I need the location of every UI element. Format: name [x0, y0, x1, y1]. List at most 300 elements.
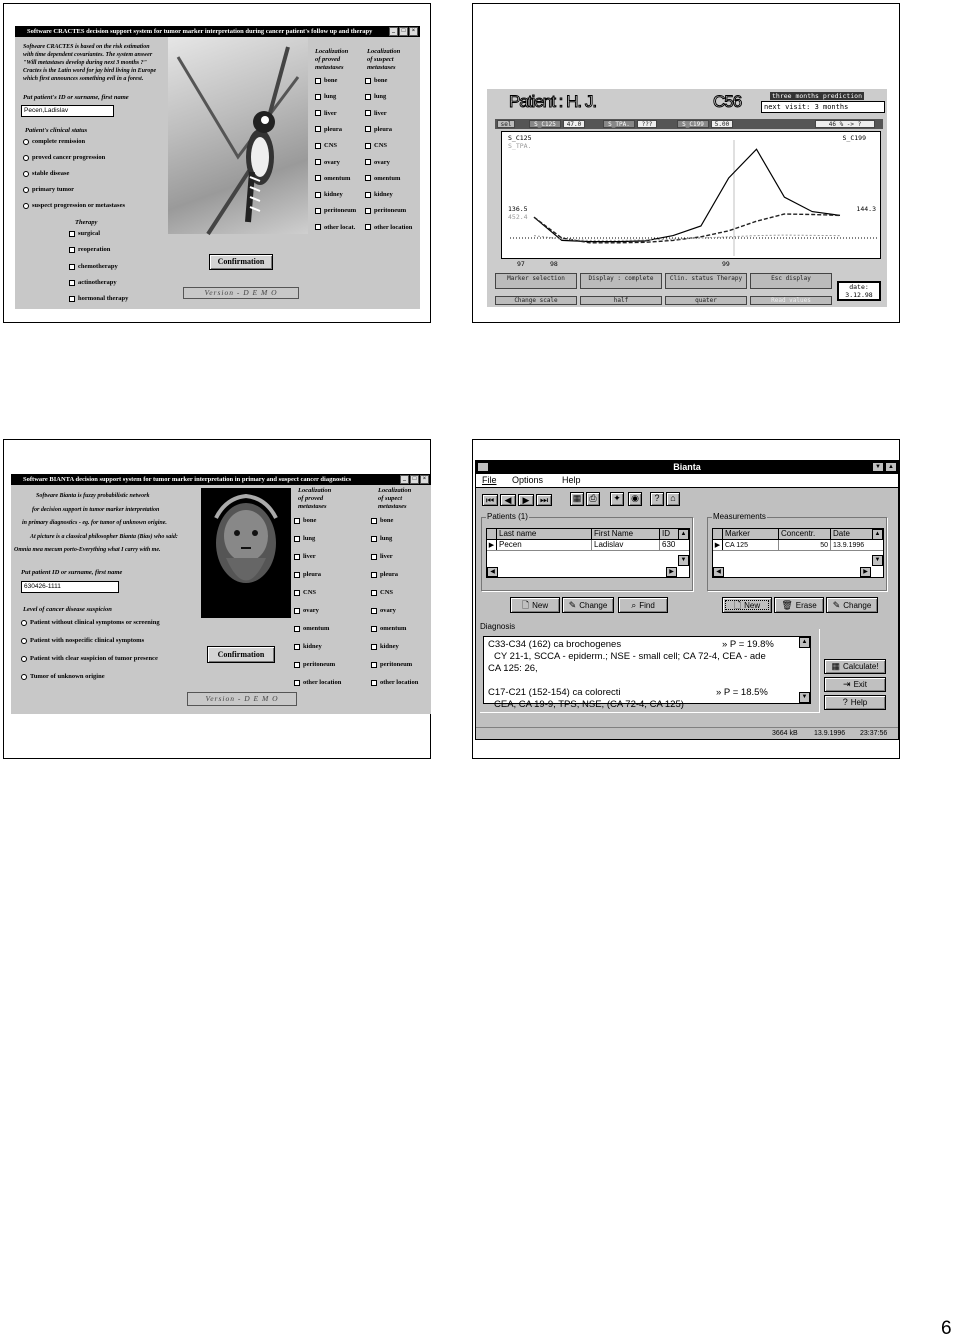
checkbox-label: lung: [374, 93, 387, 101]
checkbox-label: ovary: [380, 607, 396, 614]
button-label: Change: [843, 600, 872, 610]
trash-icon: 🗑: [781, 599, 793, 610]
bianta-window: [475, 460, 899, 740]
option-label: stable disease: [32, 170, 70, 177]
checkbox-cracles.suspect_items-8[interactable]: [365, 207, 406, 214]
checkbox-cracles.proved_items-6[interactable]: [315, 175, 350, 182]
option-label: proved cancer progression: [32, 154, 106, 161]
checkbox-label: omentum: [303, 625, 330, 632]
x-tick-99: 99: [722, 260, 730, 268]
diag-line-3: CA 125: 26,: [488, 663, 538, 674]
status-date: 13.9.1996: [814, 730, 846, 737]
status-bar: [476, 727, 898, 739]
scroll-up-icon[interactable]: ▲: [678, 529, 689, 540]
patients-group-label: Patients (1): [487, 512, 528, 521]
new-measurement-button[interactable]: [722, 597, 772, 613]
checkbox-label: ovary: [303, 607, 319, 614]
checkbox-bianta.proved_items-3[interactable]: [294, 571, 321, 578]
checkbox-cracles.suspect_items-9[interactable]: [365, 224, 412, 231]
diag-line-text: C33-C34 (162) ca brochogenes: [488, 639, 622, 650]
change-scale-button[interactable]: Change scale: [495, 296, 577, 305]
checkbox-bianta.proved_items-7[interactable]: [294, 643, 322, 650]
intro-line: At picture is a classical philosopher Bianta (Bias) who said:: [30, 533, 178, 540]
help-icon: ?: [842, 697, 848, 707]
new-document-icon: 🗋: [733, 599, 742, 610]
checkbox-label: kidney: [380, 643, 399, 650]
value-c125-start: 136.5: [508, 205, 528, 213]
first-record-icon[interactable]: ⏮: [482, 494, 498, 506]
maximize-button[interactable]: □: [410, 475, 419, 484]
legend-c199: S_C199: [842, 134, 866, 142]
option-label: complete remission: [32, 138, 86, 145]
checkbox-bianta.suspect_items-4[interactable]: [371, 589, 393, 596]
checkbox-box: [315, 224, 321, 230]
checkbox-box: [371, 644, 377, 650]
level-option-nospecific[interactable]: [21, 637, 144, 644]
checkbox-label: lung: [324, 93, 337, 101]
heading-line: Localization: [298, 487, 332, 494]
scroll-up-icon[interactable]: ▲: [872, 529, 883, 540]
checkbox-box: [365, 126, 371, 132]
marker-c125[interactable]: S_C125: [529, 120, 561, 128]
exit-icon: ⇥: [843, 679, 851, 689]
scroll-down-icon[interactable]: ▼: [799, 692, 810, 703]
intro-line: which first announces something evil in a forest.: [23, 76, 144, 82]
checkbox-label: ovary: [374, 158, 390, 166]
measurements-header-row: [713, 529, 883, 540]
globe-icon[interactable]: ◉: [628, 492, 642, 506]
scroll-right-icon[interactable]: ▶: [860, 567, 871, 577]
checkbox-cracles.proved_items-4[interactable]: [315, 142, 337, 149]
diag-line-4: [488, 687, 796, 699]
checkbox-label: other location: [380, 679, 419, 686]
slide-panel-windows: [472, 439, 900, 759]
col-header-marker: Marker: [723, 529, 779, 539]
intro-line: Omnia mea mecum porto-Everything what I carry with me.: [14, 547, 161, 553]
marker-selection-button[interactable]: Marker selection: [495, 273, 577, 289]
checkbox-box: [371, 662, 377, 668]
checkbox-box: [315, 94, 321, 100]
option-label: Tumor of unknown origine: [30, 673, 105, 680]
page-number: 6: [941, 1318, 952, 1339]
therapy-hormonal[interactable]: [69, 295, 128, 302]
legend-tpa: S_TPA.: [508, 142, 532, 150]
close-button[interactable]: ×: [409, 27, 418, 36]
x-tick-98: 98: [550, 260, 558, 268]
option-label: reoperation: [78, 246, 111, 253]
lightbulb-icon[interactable]: ✦: [610, 492, 624, 506]
search-icon: ⌕: [631, 599, 637, 610]
slide-panel-plot: [472, 3, 900, 323]
marker-line-chart: [502, 132, 882, 260]
series-line-S_C199: [534, 149, 840, 241]
checkbox-label: pleura: [303, 571, 322, 578]
checkbox-box: [365, 159, 371, 165]
status-option-stable[interactable]: [23, 170, 69, 177]
checkbox-box: [365, 192, 371, 198]
checkbox-bianta.suspect_items-7[interactable]: [371, 643, 399, 650]
jay-bird-icon: [168, 37, 308, 234]
checkbox-label: omentum: [374, 174, 401, 182]
read-values-button[interactable]: Read values: [750, 296, 832, 305]
checkbox-cracles.suspect_items-5[interactable]: [365, 159, 390, 166]
last-record-icon[interactable]: ⏭: [536, 494, 552, 506]
window-title-bar: [476, 461, 898, 474]
checkbox-cracles.proved_items-3[interactable]: [315, 126, 342, 133]
confirmation-button[interactable]: Confirmation: [209, 254, 273, 270]
confirmation-button[interactable]: Confirmation: [207, 646, 275, 663]
cell-last-name: Pecen: [497, 540, 592, 550]
esc-display-button[interactable]: Esc display: [750, 273, 832, 289]
checkbox-box: [315, 159, 321, 165]
clin-status-button[interactable]: Clin. status Therapy: [665, 273, 747, 289]
scroll-left-icon[interactable]: ◀: [713, 567, 724, 577]
checkbox-label: pleura: [380, 571, 399, 578]
checkbox-label: CNS: [374, 142, 388, 150]
status-option-suspect[interactable]: [23, 202, 125, 209]
checkbox-bianta.proved_items-9[interactable]: [294, 679, 341, 686]
prev-record-icon[interactable]: ◀: [500, 494, 516, 506]
status-heading: Patient's clinical status: [25, 127, 88, 134]
change-patient-button[interactable]: [562, 597, 614, 613]
menu-options[interactable]: Options: [512, 475, 544, 485]
heading-line: metastases: [378, 503, 407, 510]
status-memory: 3664 kB: [772, 730, 798, 737]
patients-header-row: [487, 529, 689, 540]
plot-area: [501, 131, 881, 259]
checkbox-bianta.proved_items-0[interactable]: [294, 517, 316, 524]
intro-line: for decision support in tumor marker interpretation: [32, 506, 160, 513]
checkbox-label: lung: [303, 535, 316, 542]
checkbox-box: [315, 78, 321, 84]
heading-line: metastases: [315, 64, 344, 71]
checkbox-bianta.suspect_items-1[interactable]: [371, 535, 392, 542]
cractes-title: Software CRACTES decision support system for tumor marker interpretation during cancer patient's follow up and therapy: [27, 28, 373, 35]
close-button[interactable]: ×: [420, 475, 429, 484]
heading-line: Localization: [315, 48, 349, 55]
erase-measurement-button[interactable]: [774, 597, 824, 613]
row-header-corner: [487, 529, 497, 539]
checkbox-box: [315, 208, 321, 214]
checkbox-box: [315, 143, 321, 149]
heading-line: Localization: [367, 48, 401, 55]
checkbox-box: [365, 78, 371, 84]
diagnosis-text: [483, 636, 811, 710]
intro-line: Cractes is the Latin word for jay bird living in Europe: [23, 68, 157, 74]
checkbox-bianta.suspect_items-0[interactable]: [371, 517, 393, 524]
date-label: date:: [849, 283, 869, 291]
checkbox-box: [315, 175, 321, 181]
half-button[interactable]: half: [580, 296, 662, 305]
prediction-label: three months prediction: [772, 92, 863, 100]
checkbox-box: [365, 175, 371, 181]
intro-line: "Will metastases develop during next 3 months ?": [23, 60, 147, 66]
patients-group: [481, 512, 693, 591]
diag-line-2: CY 21-1, SCCA - epiderm.; NSE - small cell; CA 72-4, CEA - ade: [494, 651, 766, 662]
patient-id-input[interactable]: 630426-1111: [21, 581, 119, 593]
checkbox-box: [365, 110, 371, 116]
checkbox-label: liver: [324, 109, 337, 117]
button-label: Find: [639, 600, 655, 610]
menu-file[interactable]: File: [482, 475, 497, 485]
status-option-progression[interactable]: [23, 154, 105, 161]
checkbox-box: [315, 110, 321, 116]
option-label: surgical: [78, 230, 101, 237]
scroll-left-icon[interactable]: ◀: [487, 567, 498, 577]
status-option-complete-remission[interactable]: [23, 138, 85, 145]
checkbox-cracles.suspect_items-3[interactable]: [365, 126, 392, 133]
patient-name: Patient : H. J.: [509, 92, 597, 111]
level-option-clear[interactable]: [21, 655, 158, 662]
checkbox-label: CNS: [303, 589, 317, 596]
legend-c125: S_C125: [508, 134, 532, 142]
col-header-concentration: Concentr.: [779, 529, 831, 539]
option-label: chemotherapy: [78, 263, 118, 270]
next-record-icon[interactable]: ▶: [518, 494, 534, 506]
checkbox-box: [371, 680, 377, 686]
x-tick-97: 97: [517, 260, 525, 268]
checkbox-label: ovary: [324, 158, 340, 166]
minimize-button[interactable]: _: [400, 475, 409, 484]
checkbox-bianta.suspect_items-2[interactable]: [371, 553, 393, 560]
new-patient-button[interactable]: [510, 597, 560, 613]
slide-panel-bianta: [3, 439, 431, 759]
checkbox-box: [365, 224, 371, 230]
sysmenu-button[interactable]: [477, 462, 489, 472]
calculator-icon: ▦: [831, 661, 840, 671]
checkbox-label: peritoneum: [324, 207, 357, 215]
table-row[interactable]: [487, 540, 689, 551]
checkbox-label: CNS: [380, 589, 394, 596]
c199-value: 5.00: [711, 120, 733, 128]
checkbox-bianta.suspect_items-3[interactable]: [371, 571, 398, 578]
button-label: Change: [579, 600, 608, 610]
marker-tpa[interactable]: S_TPA.: [603, 120, 635, 128]
col-header-last-name: Last name: [497, 529, 592, 539]
button-label: Calculate!: [842, 662, 879, 671]
checkbox-label: kidney: [324, 191, 343, 199]
new-document-icon: 🗋: [521, 599, 530, 610]
checkbox-box: [294, 662, 300, 668]
option-label: hormonal therapy: [78, 295, 129, 302]
option-label: primary tumor: [32, 186, 75, 193]
calculator-icon[interactable]: ▦: [570, 492, 584, 506]
version-demo: Version - D E M O: [183, 287, 299, 299]
therapy-surgical[interactable]: [69, 230, 100, 237]
bianta-intro: [14, 490, 178, 558]
menu-bar: [476, 474, 898, 488]
proved-heading: [315, 48, 348, 72]
checkbox-box: [365, 208, 371, 214]
diag-blank: [488, 675, 796, 687]
intro-line: with time dependent covariantes. The system answer: [23, 52, 153, 58]
diagnosis-group-label: Diagnosis: [480, 622, 516, 631]
checkbox-bianta.proved_items-4[interactable]: [294, 589, 316, 596]
checkbox-cracles.suspect_items-6[interactable]: [365, 175, 400, 182]
therapy-actinotherapy[interactable]: [69, 279, 117, 286]
checkbox-label: bone: [303, 517, 317, 524]
checkbox-box: [315, 192, 321, 198]
checkbox-cracles.suspect_items-2[interactable]: [365, 110, 387, 117]
cractes-intro: [23, 43, 156, 83]
checkbox-label: omentum: [324, 174, 351, 182]
calculate-button[interactable]: [824, 659, 886, 674]
value-tpa-start: 452.4: [508, 213, 528, 221]
tpa-value: ???: [637, 120, 657, 128]
minimize-button[interactable]: ▼: [872, 462, 884, 472]
checkbox-bianta.suspect_items-5[interactable]: [371, 607, 396, 614]
checkbox-box: [371, 572, 377, 578]
therapy-chemotherapy[interactable]: [69, 263, 118, 270]
diag-line-text: C17-C21 (152-154) ca colorecti: [488, 687, 621, 698]
heading-line: Localization: [378, 487, 412, 494]
display-complete-button[interactable]: Display : complete: [580, 273, 662, 289]
measurements-group-label: Measurements: [713, 512, 766, 521]
intro-line: in primary diagnostics - eg. for tumor of unknown origine.: [22, 520, 167, 526]
next-visit-field: next visit: 3 months: [761, 101, 885, 113]
change-measurement-button[interactable]: [826, 597, 878, 613]
checkbox-box: [371, 536, 377, 542]
option-label: actinotherapy: [78, 279, 117, 286]
find-patient-button[interactable]: [618, 597, 668, 613]
scroll-down-icon[interactable]: ▼: [678, 555, 689, 566]
c125-value: 47.0: [563, 120, 585, 128]
checkbox-bianta.proved_items-8[interactable]: [294, 661, 335, 668]
checkbox-bianta.suspect_items-9[interactable]: [371, 679, 418, 686]
checkbox-label: peritoneum: [374, 207, 407, 215]
jay-bird-photo: [168, 37, 308, 234]
button-label: Exit: [853, 680, 867, 689]
cractes-screenshot: [15, 26, 420, 309]
checkbox-bianta.proved_items-2[interactable]: [294, 553, 316, 560]
checkbox-box: [371, 518, 377, 524]
checkbox-box: [294, 554, 300, 560]
checkbox-box: [365, 94, 371, 100]
table-row[interactable]: [713, 540, 883, 551]
maximize-button[interactable]: □: [399, 27, 408, 36]
checkbox-cracles.proved_items-8[interactable]: [315, 207, 356, 214]
menu-help[interactable]: Help: [562, 475, 581, 485]
help-button[interactable]: [824, 695, 886, 710]
cractes-title-bar: [15, 26, 420, 37]
diagnosis-code: C56: [713, 92, 742, 111]
checkbox-label: peritoneum: [303, 661, 336, 668]
heading-line: metastases: [367, 64, 396, 71]
checkbox-label: pleura: [324, 125, 343, 133]
heading-line: of supect: [378, 495, 403, 502]
date-value: 3.12.98: [845, 291, 873, 299]
marker-selector-bar: [495, 119, 883, 129]
therapy-reoperation[interactable]: [69, 246, 110, 253]
slide-panel-cractes: [3, 3, 431, 323]
checkbox-label: peritoneum: [380, 661, 413, 668]
date-box: [837, 281, 881, 301]
therapy-heading: Therapy: [75, 219, 98, 226]
checkbox-cracles.proved_items-5[interactable]: [315, 159, 340, 166]
checkbox-box: [371, 590, 377, 596]
checkbox-box: [294, 572, 300, 578]
button-label: Help: [850, 698, 868, 707]
checkbox-label: kidney: [374, 191, 393, 199]
quater-button[interactable]: quater: [665, 296, 747, 305]
level-heading: Level of cancer disease suspicion: [23, 606, 112, 613]
checkbox-cracles.proved_items-9[interactable]: [315, 224, 355, 231]
checkbox-label: liver: [374, 109, 387, 117]
bianta-screenshot: [11, 474, 431, 714]
help-icon[interactable]: ?: [650, 492, 664, 506]
checkbox-box: [294, 626, 300, 632]
maximize-button[interactable]: ▲: [885, 462, 897, 472]
row-pointer-icon: ▶: [713, 540, 723, 550]
edit-icon: ✎: [568, 599, 577, 610]
option-label: Patient with clear suspicion of tumor presence: [30, 655, 158, 662]
checkbox-box: [371, 554, 377, 560]
sel-button[interactable]: sel: [497, 120, 515, 128]
checkbox-bianta.proved_items-1[interactable]: [294, 535, 315, 542]
heading-line: of proved: [315, 56, 341, 63]
checkbox-cracles.suspect_items-7[interactable]: [365, 191, 393, 198]
minimize-button[interactable]: _: [389, 27, 398, 36]
checkbox-label: kidney: [303, 643, 322, 650]
proved-heading: [298, 487, 331, 511]
checkbox-box: [294, 680, 300, 686]
checkbox-box: [294, 590, 300, 596]
checkbox-cracles.proved_items-0[interactable]: [315, 77, 337, 84]
suspect-heading: [367, 48, 400, 72]
checkbox-bianta.suspect_items-6[interactable]: [371, 625, 406, 632]
checkbox-label: bone: [380, 517, 394, 524]
diag-probability-1: » P = 19.8%: [722, 639, 774, 650]
checkbox-bianta.proved_items-6[interactable]: [294, 625, 329, 632]
intro-line: Software CRACTES is based on the risk estimation: [23, 44, 150, 50]
checkbox-label: liver: [303, 553, 316, 560]
checkbox-cracles.suspect_items-0[interactable]: [365, 77, 387, 84]
context-help-icon[interactable]: ⌂: [666, 492, 680, 506]
level-option-unknown[interactable]: [21, 673, 105, 680]
printer-icon[interactable]: ⎙: [586, 492, 600, 506]
checkbox-box: [294, 644, 300, 650]
scroll-up-icon[interactable]: ▲: [799, 637, 810, 648]
checkbox-label: other location: [303, 679, 342, 686]
row-header-corner: [713, 529, 723, 539]
checkbox-cracles.suspect_items-4[interactable]: [365, 142, 387, 149]
option-label: Patient with nospecific clinical symptoms: [30, 637, 145, 644]
patient-id-input[interactable]: Pecen,Ladislav: [21, 105, 114, 117]
status-option-primary[interactable]: [23, 186, 74, 193]
checkbox-cracles.suspect_items-1[interactable]: [365, 93, 386, 100]
checkbox-cracles.proved_items-1[interactable]: [315, 93, 336, 100]
checkbox-cracles.proved_items-2[interactable]: [315, 110, 337, 117]
marker-c199[interactable]: S_C199: [677, 120, 709, 128]
window-title: Bianta: [673, 462, 701, 472]
checkbox-label: bone: [374, 77, 388, 84]
checkbox-bianta.proved_items-5[interactable]: [294, 607, 319, 614]
scroll-right-icon[interactable]: ▶: [666, 567, 677, 577]
col-header-id: ID: [662, 529, 670, 538]
checkbox-cracles.proved_items-7[interactable]: [315, 191, 343, 198]
diag-line-5: CEA, CA 19-9, TPS, NSE, (CA 72-4, CA 125): [494, 699, 684, 710]
bianta-title: Software BIANTA decision support system for tumor marker interpretation in primary and suspect cancer diagnostics: [23, 476, 352, 483]
cell-id: 630: [662, 540, 676, 549]
checkbox-bianta.suspect_items-8[interactable]: [371, 661, 412, 668]
exit-button[interactable]: [824, 677, 886, 692]
level-option-screening[interactable]: [21, 619, 160, 626]
value-c199-end: 144.3: [856, 205, 876, 213]
scroll-down-icon[interactable]: ▼: [872, 555, 883, 566]
diagnosis-group: [479, 622, 819, 712]
cell-date: 13.9.1996: [833, 542, 865, 549]
heading-line: metastases: [298, 503, 327, 510]
